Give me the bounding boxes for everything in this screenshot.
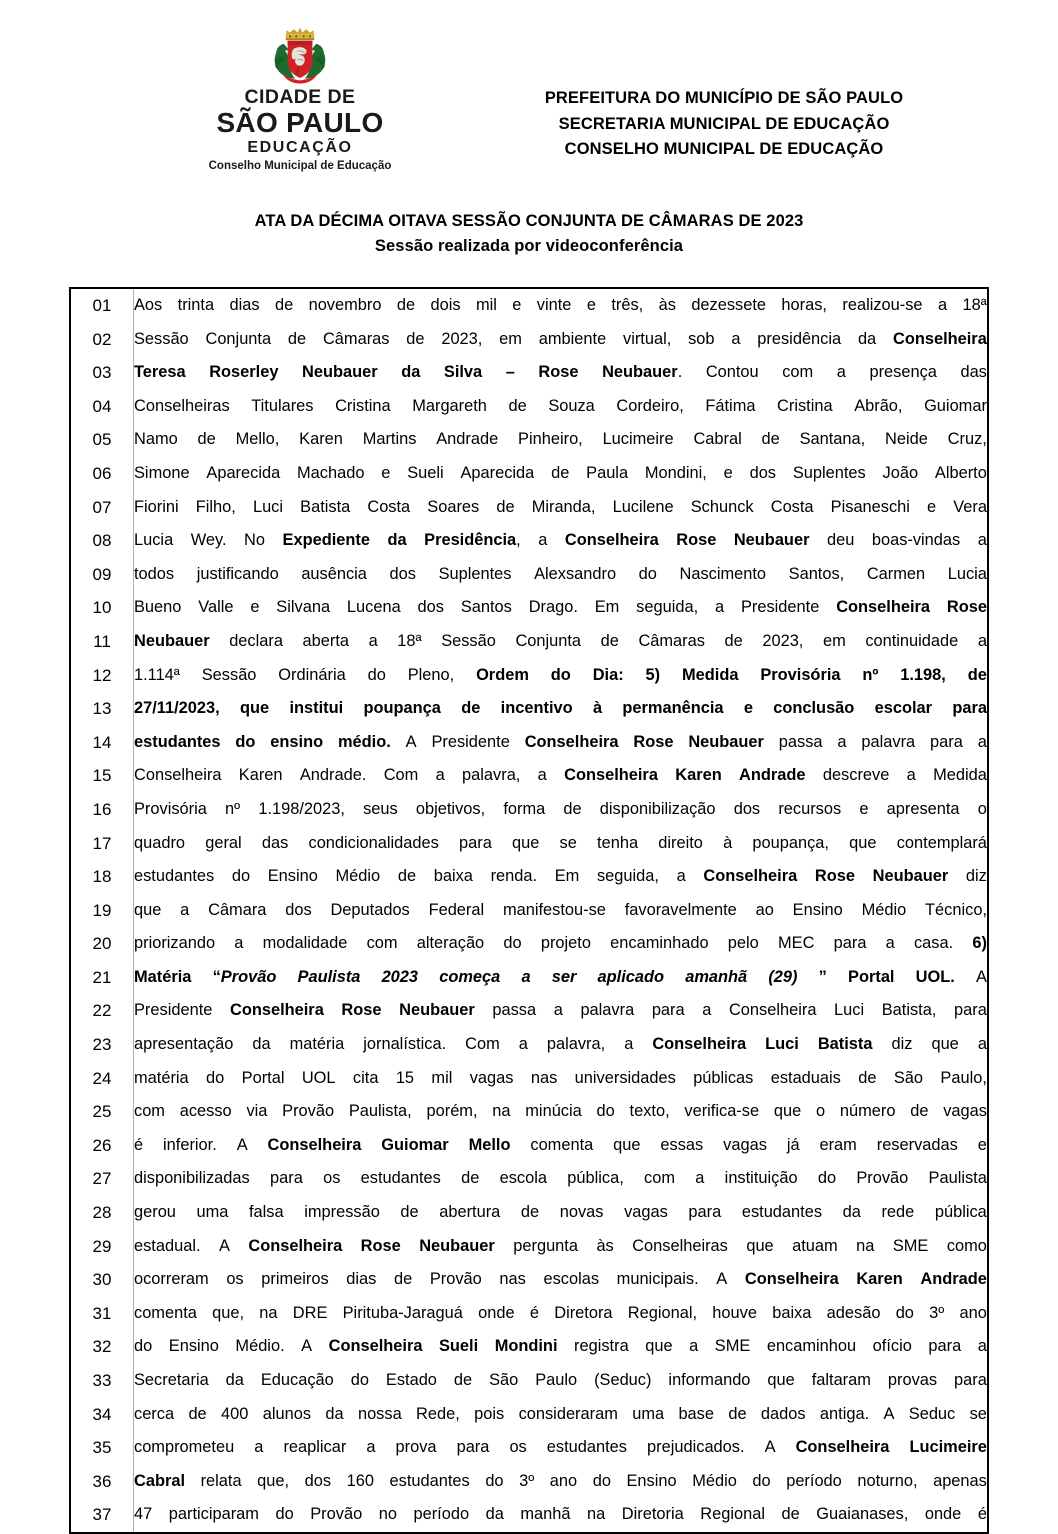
line-number: 18 (71, 860, 134, 894)
line-number: 11 (71, 625, 134, 659)
sao-paulo-coat-of-arms-icon (269, 24, 331, 86)
minutes-table (69, 287, 989, 1534)
header-org-line-3: CONSELHO MUNICIPAL DE EDUCAÇÃO (564, 140, 884, 159)
line-text: matéria do Portal UOL cita 15 mil vagas nas universidades públicas estaduais de São Paulo, (134, 1068, 987, 1087)
line-text: comprometeu a reaplicar a prova para os estudantes prejudicados. A Conselheira Lucimeire (134, 1438, 987, 1457)
header-org-line-2: SECRETARIA MUNICIPAL DE EDUCAÇÃO (558, 114, 890, 133)
line-number: 04 (71, 390, 134, 424)
line-text: ocorreram os primeiros dias de Provão nas escolas municipais. A Conselheira Karen Andrade (134, 1270, 987, 1289)
line-number: 07 (71, 491, 134, 525)
line-number: 32 (71, 1330, 134, 1364)
table-row (71, 1062, 987, 1096)
line-text: 47 participaram do Provão no período da manhã na Diretoria Regional de Guaianases, onde é (134, 1505, 987, 1524)
table-row (71, 860, 987, 894)
table-row (71, 759, 987, 793)
line-text: Sessão Conjunta de Câmaras de 2023, em ambiente virtual, sob a presidência da Conselheira (134, 329, 987, 348)
logo-wordmark (209, 88, 392, 172)
logo-block (150, 24, 450, 172)
line-text: apresentação da matéria jornalística. Com a palavra, a Conselheira Luci Batista diz que a (134, 1035, 987, 1054)
line-number: 01 (71, 289, 134, 323)
line-number: 02 (71, 323, 134, 357)
line-number: 33 (71, 1364, 134, 1398)
table-row (71, 1196, 987, 1230)
table-row (71, 390, 987, 424)
table-row (71, 558, 987, 592)
header-org-line-1: PREFEITURA DO MUNICÍPIO DE SÃO PAULO (544, 89, 904, 107)
line-text: Secretaria da Educação do Estado de São Paulo (Seduc) informando que faltaram provas para (134, 1371, 987, 1389)
table-row (71, 457, 987, 491)
table-row (71, 994, 987, 1028)
document-title-block (0, 212, 1058, 256)
table-row (71, 961, 987, 995)
line-number: 21 (71, 961, 134, 995)
table-row (71, 1498, 987, 1532)
table-row (71, 1263, 987, 1297)
table-row (71, 1129, 987, 1163)
line-number: 35 (71, 1431, 134, 1465)
line-number: 24 (71, 1062, 134, 1096)
table-row (71, 1465, 987, 1499)
line-number: 16 (71, 793, 134, 827)
line-number: 14 (71, 726, 134, 760)
page-title: ATA DA DÉCIMA OITAVA SESSÃO CONJUNTA DE CÂMARAS DE 2023 (254, 212, 804, 230)
line-text: Fiorini Filho, Luci Batista Costa Soares de Miranda, Lucilene Schunck Costa Pisaneschi e Vera (134, 497, 987, 516)
table-row (71, 289, 987, 323)
line-number: 22 (71, 994, 134, 1028)
line-number: 30 (71, 1263, 134, 1297)
line-text: que a Câmara dos Deputados Federal manifestou-se favoravelmente ao Ensino Médio Técnico, (134, 900, 987, 919)
line-text: Lucia Wey. No Expediente da Presidência, a Conselheira Rose Neubauer deu boas-vindas a (134, 531, 987, 550)
line-text: Provisória nº 1.198/2023, seus objetivos, forma de disponibilização dos recursos e apresenta o (134, 799, 987, 818)
table-row (71, 927, 987, 961)
line-text: Cabral relata que, dos 160 estudantes do 3º ano do Ensino Médio do período noturno, apenas (134, 1471, 987, 1490)
table-row (71, 1364, 987, 1398)
line-text: Namo de Mello, Karen Martins Andrade Pinheiro, Lucimeire Cabral de Santana, Neide Cruz, (134, 430, 987, 449)
line-text: todos justificando ausência dos Suplentes Alexsandro do Nascimento Santos, Carmen Lucia (134, 564, 987, 583)
line-text: 27/11/2023, que institui poupança de incentivo à permanência e conclusão escolar para (134, 699, 987, 718)
line-text: Conselheira Karen Andrade. Com a palavra, a Conselheira Karen Andrade descreve a Medida (134, 766, 987, 785)
line-text: priorizando a modalidade com alteração do projeto encaminhado pelo MEC para a casa. 6) (134, 934, 987, 953)
line-text: Matéria “Provão Paulista 2023 começa a ser aplicado amanhã (29) ” Portal UOL. A (134, 967, 987, 986)
line-number: 23 (71, 1028, 134, 1062)
line-number: 06 (71, 457, 134, 491)
line-number: 27 (71, 1162, 134, 1196)
line-text: quadro geral das condicionalidades para que se tenha direito à poupança, que contemplará (134, 833, 987, 852)
line-number: 19 (71, 894, 134, 928)
table-row (71, 1297, 987, 1331)
table-row (71, 625, 987, 659)
minutes-table-body (71, 289, 987, 1532)
line-text: é inferior. A Conselheira Guiomar Mello comenta que essas vagas já eram reservadas e (134, 1135, 987, 1154)
table-row (71, 524, 987, 558)
line-text: estadual. A Conselheira Rose Neubauer pergunta às Conselheiras que atuam na SME como (134, 1236, 987, 1255)
table-row (71, 1431, 987, 1465)
table-row (71, 692, 987, 726)
table-row (71, 1028, 987, 1062)
line-number: 31 (71, 1297, 134, 1331)
line-number: 13 (71, 692, 134, 726)
line-text: Bueno Valle e Silvana Lucena dos Santos Drago. Em seguida, a Presidente Conselheira Rose (134, 598, 987, 617)
line-text: cerca de 400 alunos da nossa Rede, pois consideraram uma base de dados antiga. A Seduc se (134, 1404, 987, 1423)
line-number: 25 (71, 1095, 134, 1129)
table-row (71, 591, 987, 625)
line-number: 05 (71, 423, 134, 457)
line-number: 12 (71, 659, 134, 693)
logo-line-saopaulo: SÃO PAULO (216, 106, 384, 138)
document-header (0, 0, 1058, 172)
line-text: comenta que, na DRE Pirituba-Jaraguá onde é Diretora Regional, houve baixa adesão do 3º ano (134, 1303, 987, 1322)
line-text: Presidente Conselheira Rose Neubauer passa a palavra para a Conselheira Luci Batista, para (134, 1001, 987, 1020)
table-row (71, 1398, 987, 1432)
line-text: Teresa Roserley Neubauer da Silva – Rose Neubauer. Contou com a presença das (134, 363, 987, 382)
table-row (71, 323, 987, 357)
line-text: estudantes do ensino médio. A Presidente Conselheira Rose Neubauer passa a palavra para a (134, 732, 987, 751)
line-number: 08 (71, 524, 134, 558)
table-row (71, 423, 987, 457)
line-text: gerou uma falsa impressão de abertura de novas vagas para estudantes da rede pública (134, 1203, 987, 1222)
table-row (71, 1162, 987, 1196)
table-row (71, 1330, 987, 1364)
logo-line-cidade: CIDADE DE (244, 86, 356, 108)
table-row (71, 827, 987, 861)
table-row (71, 1095, 987, 1129)
table-row (71, 1230, 987, 1264)
table-row (71, 356, 987, 390)
table-row (71, 793, 987, 827)
line-text: do Ensino Médio. A Conselheira Sueli Mondini registra que a SME encaminhou ofício para a (134, 1337, 987, 1356)
line-number: 37 (71, 1498, 134, 1532)
line-number: 34 (71, 1398, 134, 1432)
logo-line-conselho: Conselho Municipal de Educação (208, 159, 392, 172)
line-number: 26 (71, 1129, 134, 1163)
line-number: 17 (71, 827, 134, 861)
line-number: 29 (71, 1230, 134, 1264)
line-number: 03 (71, 356, 134, 390)
table-row (71, 491, 987, 525)
line-text: com acesso via Provão Paulista, porém, na minúcia do texto, verifica-se que o número de vagas (134, 1102, 987, 1121)
line-text: estudantes do Ensino Médio de baixa renda. Em seguida, a Conselheira Rose Neubauer diz (134, 867, 987, 886)
line-text: Aos trinta dias de novembro de dois mil e vinte e três, às dezessete horas, realizou-se a 18ª (134, 296, 987, 314)
header-org-titles (450, 24, 1058, 163)
logo-line-educacao: EDUCAÇÃO (247, 138, 353, 156)
table-row (71, 726, 987, 760)
line-number: 20 (71, 927, 134, 961)
line-text: Conselheiras Titulares Cristina Margareth de Souza Cordeiro, Fátima Cristina Abrão, Guiomar (134, 396, 987, 415)
line-text: Simone Aparecida Machado e Sueli Aparecida de Paula Mondini, e dos Suplentes João Alberto (134, 463, 987, 482)
line-number: 36 (71, 1465, 134, 1499)
line-text: Neubauer declara aberta a 18ª Sessão Conjunta de Câmaras de 2023, em continuidade a (134, 631, 987, 650)
line-number: 28 (71, 1196, 134, 1230)
table-row (71, 659, 987, 693)
line-number: 15 (71, 759, 134, 793)
line-text: disponibilizadas para os estudantes de escola pública, com a instituição do Provão Paulista (134, 1169, 987, 1188)
line-number: 09 (71, 558, 134, 592)
page-subtitle: Sessão realizada por videoconferência (374, 237, 684, 255)
line-text: 1.114ª Sessão Ordinária do Pleno, Ordem do Dia: 5) Medida Provisória nº 1.198, de (134, 665, 987, 684)
table-row (71, 894, 987, 928)
line-number: 10 (71, 591, 134, 625)
